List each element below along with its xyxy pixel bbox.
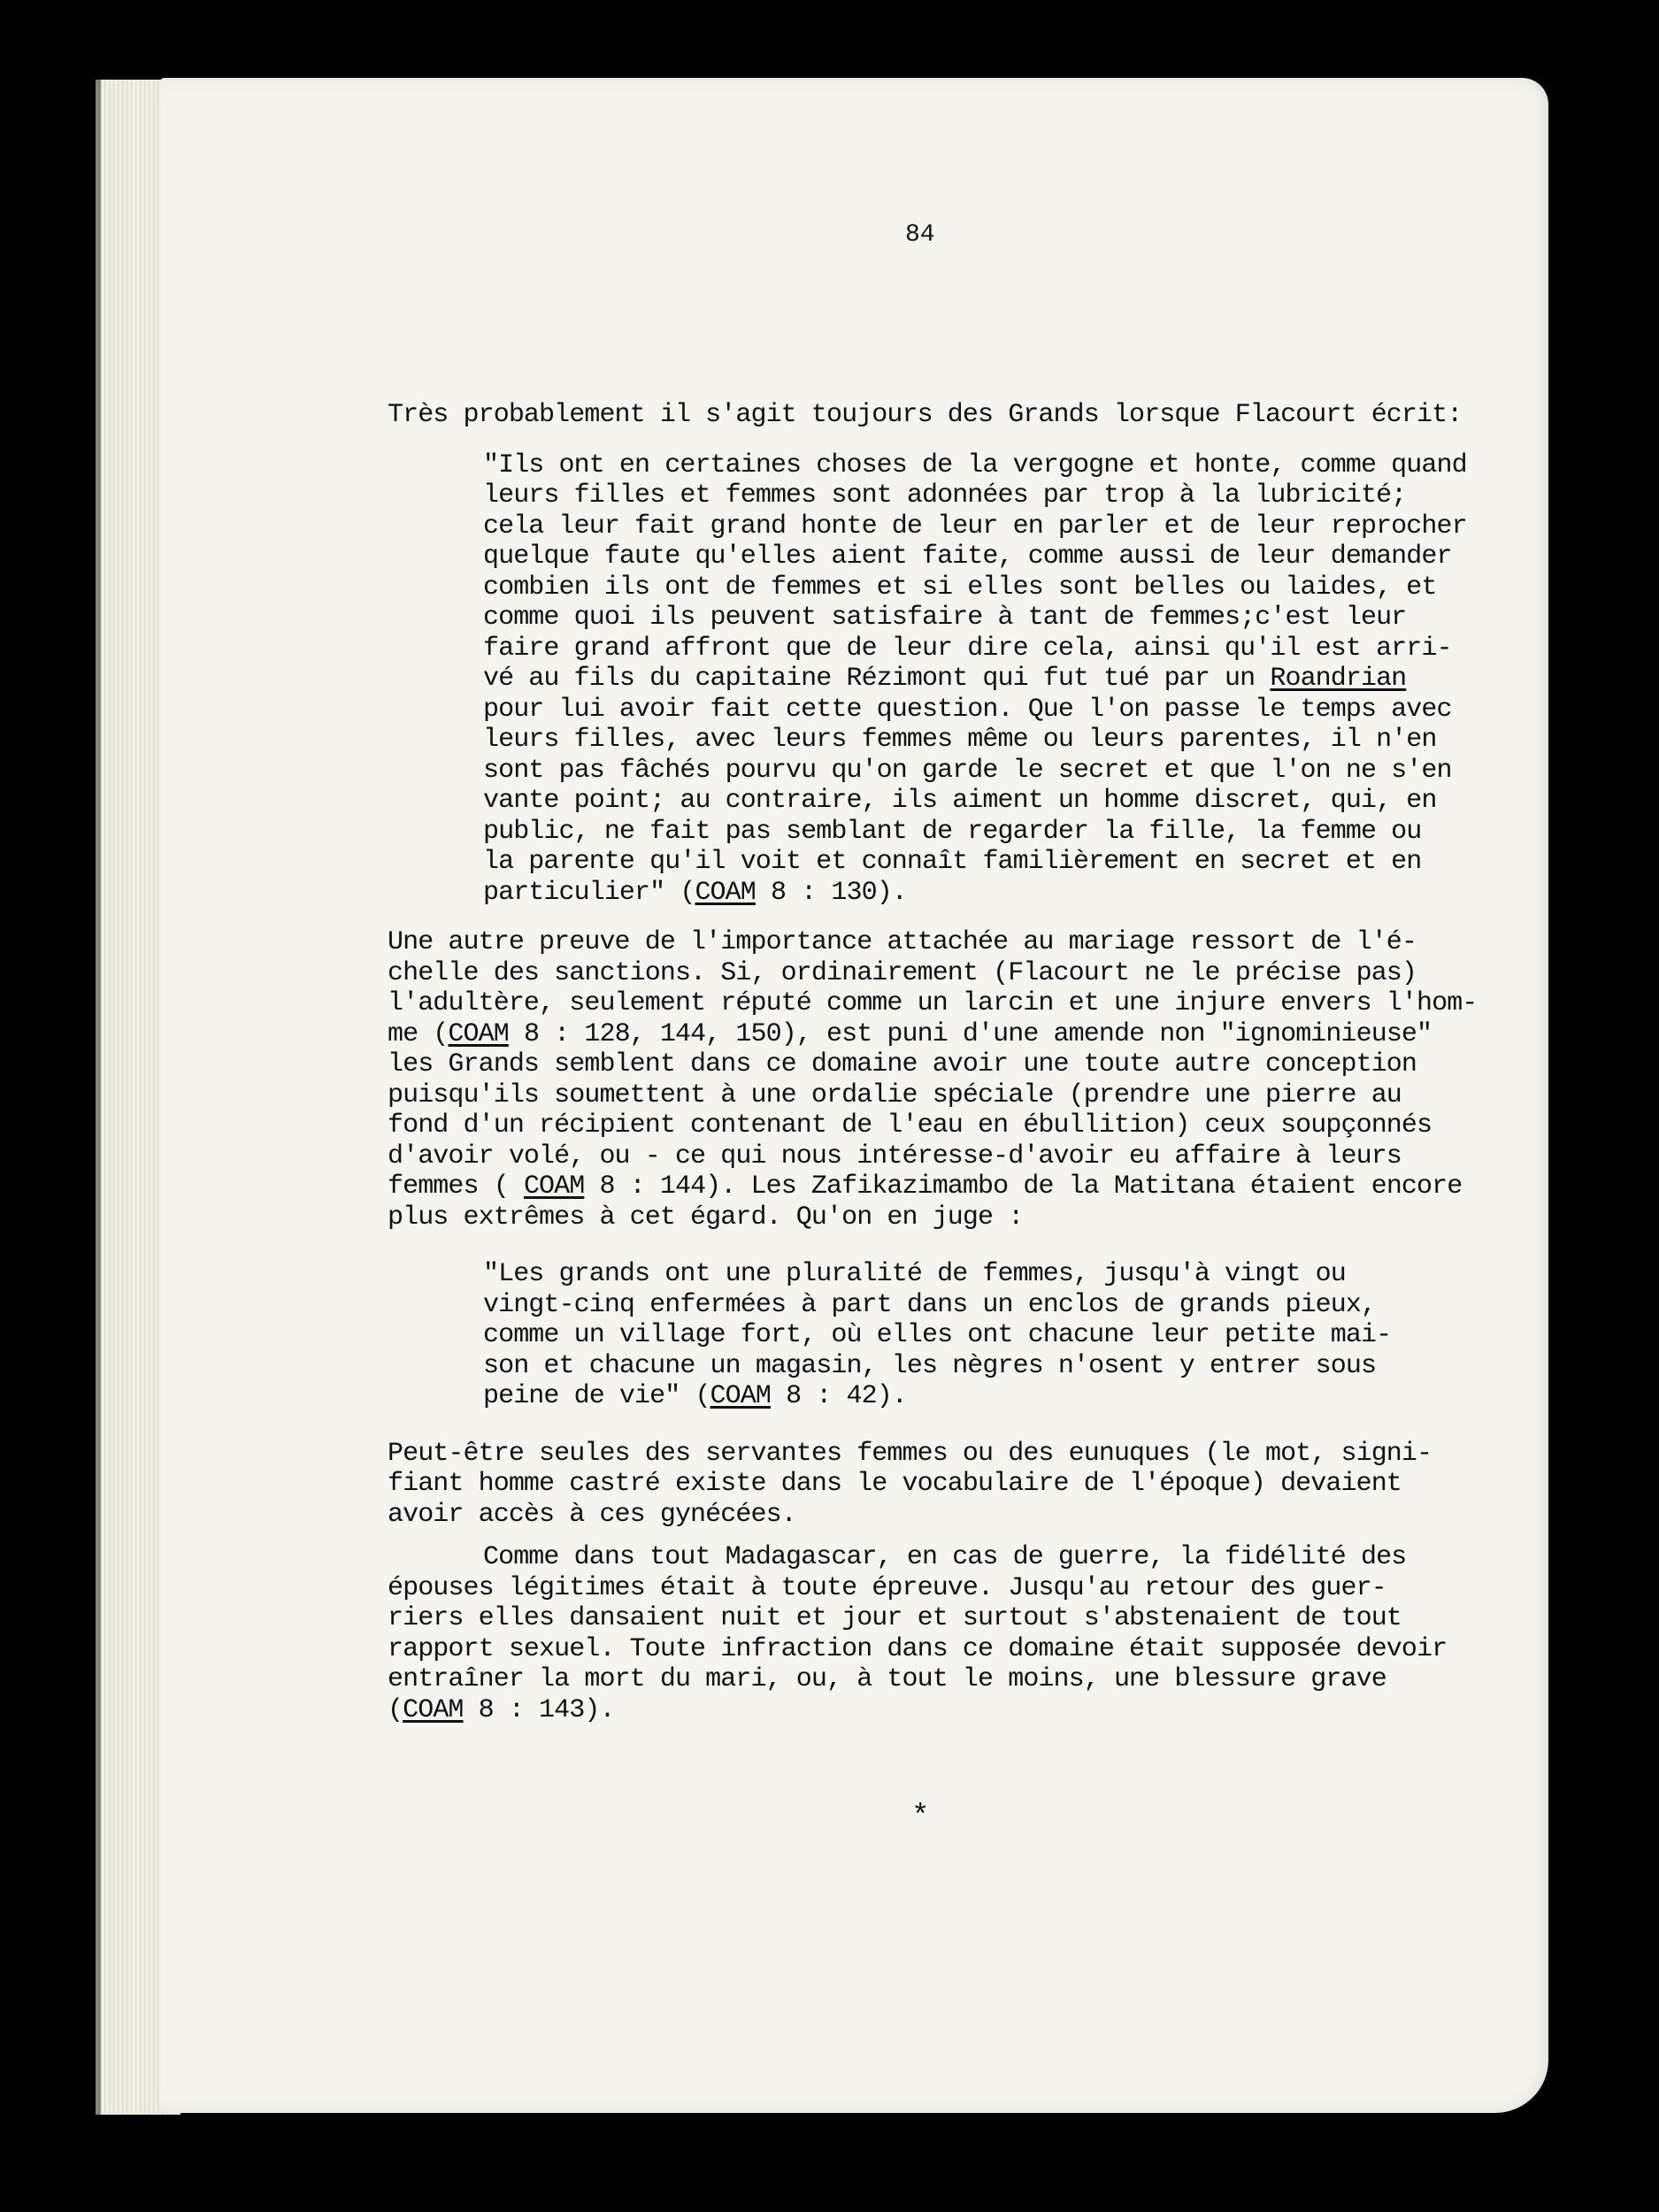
text-line: vingt-cinq enfermées à part dans un enclos de grands pieux, [483,1289,1377,1320]
text-line: la parente qu'il voit et connaît familièrement en secret et en [483,847,1422,877]
text-line: l'adultère, seulement réputé comme un larcin et une injure envers l'hom- [388,988,1478,1018]
paragraph-war-fidelity [388,1542,1538,1725]
text-line: public, ne fait pas semblant de regarder la fille, la femme ou [483,816,1422,847]
text-line: entraîner la mort du mari, ou, à tout le moins, une blessure grave [388,1664,1386,1694]
text-line: chelle des sanctions. Si, ordinairement (Flacourt ne le précise pas) [388,957,1417,988]
text-line: épouses légitimes était à toute épreuve. Jusqu'au retour des guer- [388,1572,1386,1603]
text-line: femmes ( COAM 8 : 144). Les Zafikazimambo de la Matitana étaient encore [388,1171,1463,1202]
citation-source: COAM [523,1171,585,1202]
text-line: sont pas fâchés pourvu qu'on garde le secret et que l'on ne s'en [483,755,1452,786]
text-line: avoir accès à ces gynécées. [388,1499,796,1530]
citation-source: COAM [403,1694,464,1725]
text-line: vante point; au contraire, ils aiment un homme discret, qui, en [483,786,1437,816]
text-line: leurs filles, avec leurs femmes même ou leurs parentes, il n'en [483,725,1437,755]
text-line: pour lui avoir fait cette question. Que l'on passe le temps avec [483,694,1452,725]
text-line: peine de vie" (COAM 8 : 42). [483,1381,907,1411]
text-line: comme un village fort, où elles ont chacune leur petite mai- [483,1320,1392,1350]
text-line: les Grands semblent dans ce domaine avoir une toute autre conception [388,1049,1417,1079]
text-line: puisqu'ils soumettent à une ordalie spéciale (prendre une pierre au [388,1079,1402,1110]
text-line: vé au fils du capitaine Rézimont qui fut tué par un Roandrian [483,664,1407,694]
text-line: son et chacune un magasin, les nègres n'osent y entrer sous [483,1350,1377,1381]
citation-source: COAM [695,877,756,908]
text-line: "Ils ont en certaines choses de la vergogne et honte, comme quand [483,449,1467,480]
text-line: faire grand affront que de leur dire cela, ainsi qu'il est arri- [483,633,1452,664]
citation-source: COAM [710,1381,771,1411]
text-line: leurs filles et femmes sont adonnées par trop à la lubricité; [483,480,1407,511]
text-line: particulier" (COAM 8 : 130). [483,877,907,908]
text-line: d'avoir volé, ou - ce qui nous intéresse-d'avoir eu affaire à leurs [388,1141,1402,1171]
citation-source: COAM [448,1018,509,1049]
text-line: (COAM 8 : 143). [388,1694,615,1725]
text-line: comme quoi ils peuvent satisfaire à tant de femmes;c'est leur [483,603,1407,633]
text-line: "Les grands ont une pluralité de femmes, jusqu'à vingt ou [483,1259,1346,1289]
quote-flacourt-2 [483,1259,1538,1412]
underlined-term: Roandrian [1270,664,1407,694]
text-line: quelque faute qu'elles aient faite, comme aussi de leur demander [483,541,1452,572]
text-line: rapport sexuel. Toute infraction dans ce domaine était supposée devoir [388,1633,1448,1664]
intro-line: Très probablement il s'agit toujours des Grands lorsque Flacourt écrit: [388,400,1463,430]
text-line: me (COAM 8 : 128, 144, 150), est puni d'une amende non "ignominieuse" [388,1018,1432,1049]
text-line: Une autre preuve de l'importance attachée au mariage ressort de l'é- [388,927,1417,957]
body-text [388,400,1538,1725]
paragraph-gynaecea [388,1439,1538,1531]
text-line: Peut-être seules des servantes femmes ou des eunuques (le mot, signi- [388,1438,1432,1469]
quote-flacourt-1 [483,450,1538,909]
text-line: Comme dans tout Madagascar, en cas de guerre, la fidélité des [483,1542,1407,1572]
section-separator-asterisk: * [911,1801,930,1834]
page-number: 84 [905,221,935,249]
text-line: fond d'un récipient contenant de l'eau en ébullition) ceux soupçonnés [388,1110,1432,1141]
text-line: riers elles dansaient nuit et jour et surtout s'abstenaient de tout [388,1603,1402,1633]
text-line: fiant homme castré existe dans le vocabulaire de l'époque) devaient [388,1469,1402,1499]
text-line: cela leur fait grand honte de leur en parler et de leur reprocher [483,511,1467,541]
paragraph-sanctions [388,927,1538,1233]
text-line: plus extrêmes à cet égard. Qu'on en juge : [388,1202,1024,1233]
text-line: combien ils ont de femmes et si elles sont belles ou laides, et [483,572,1437,603]
